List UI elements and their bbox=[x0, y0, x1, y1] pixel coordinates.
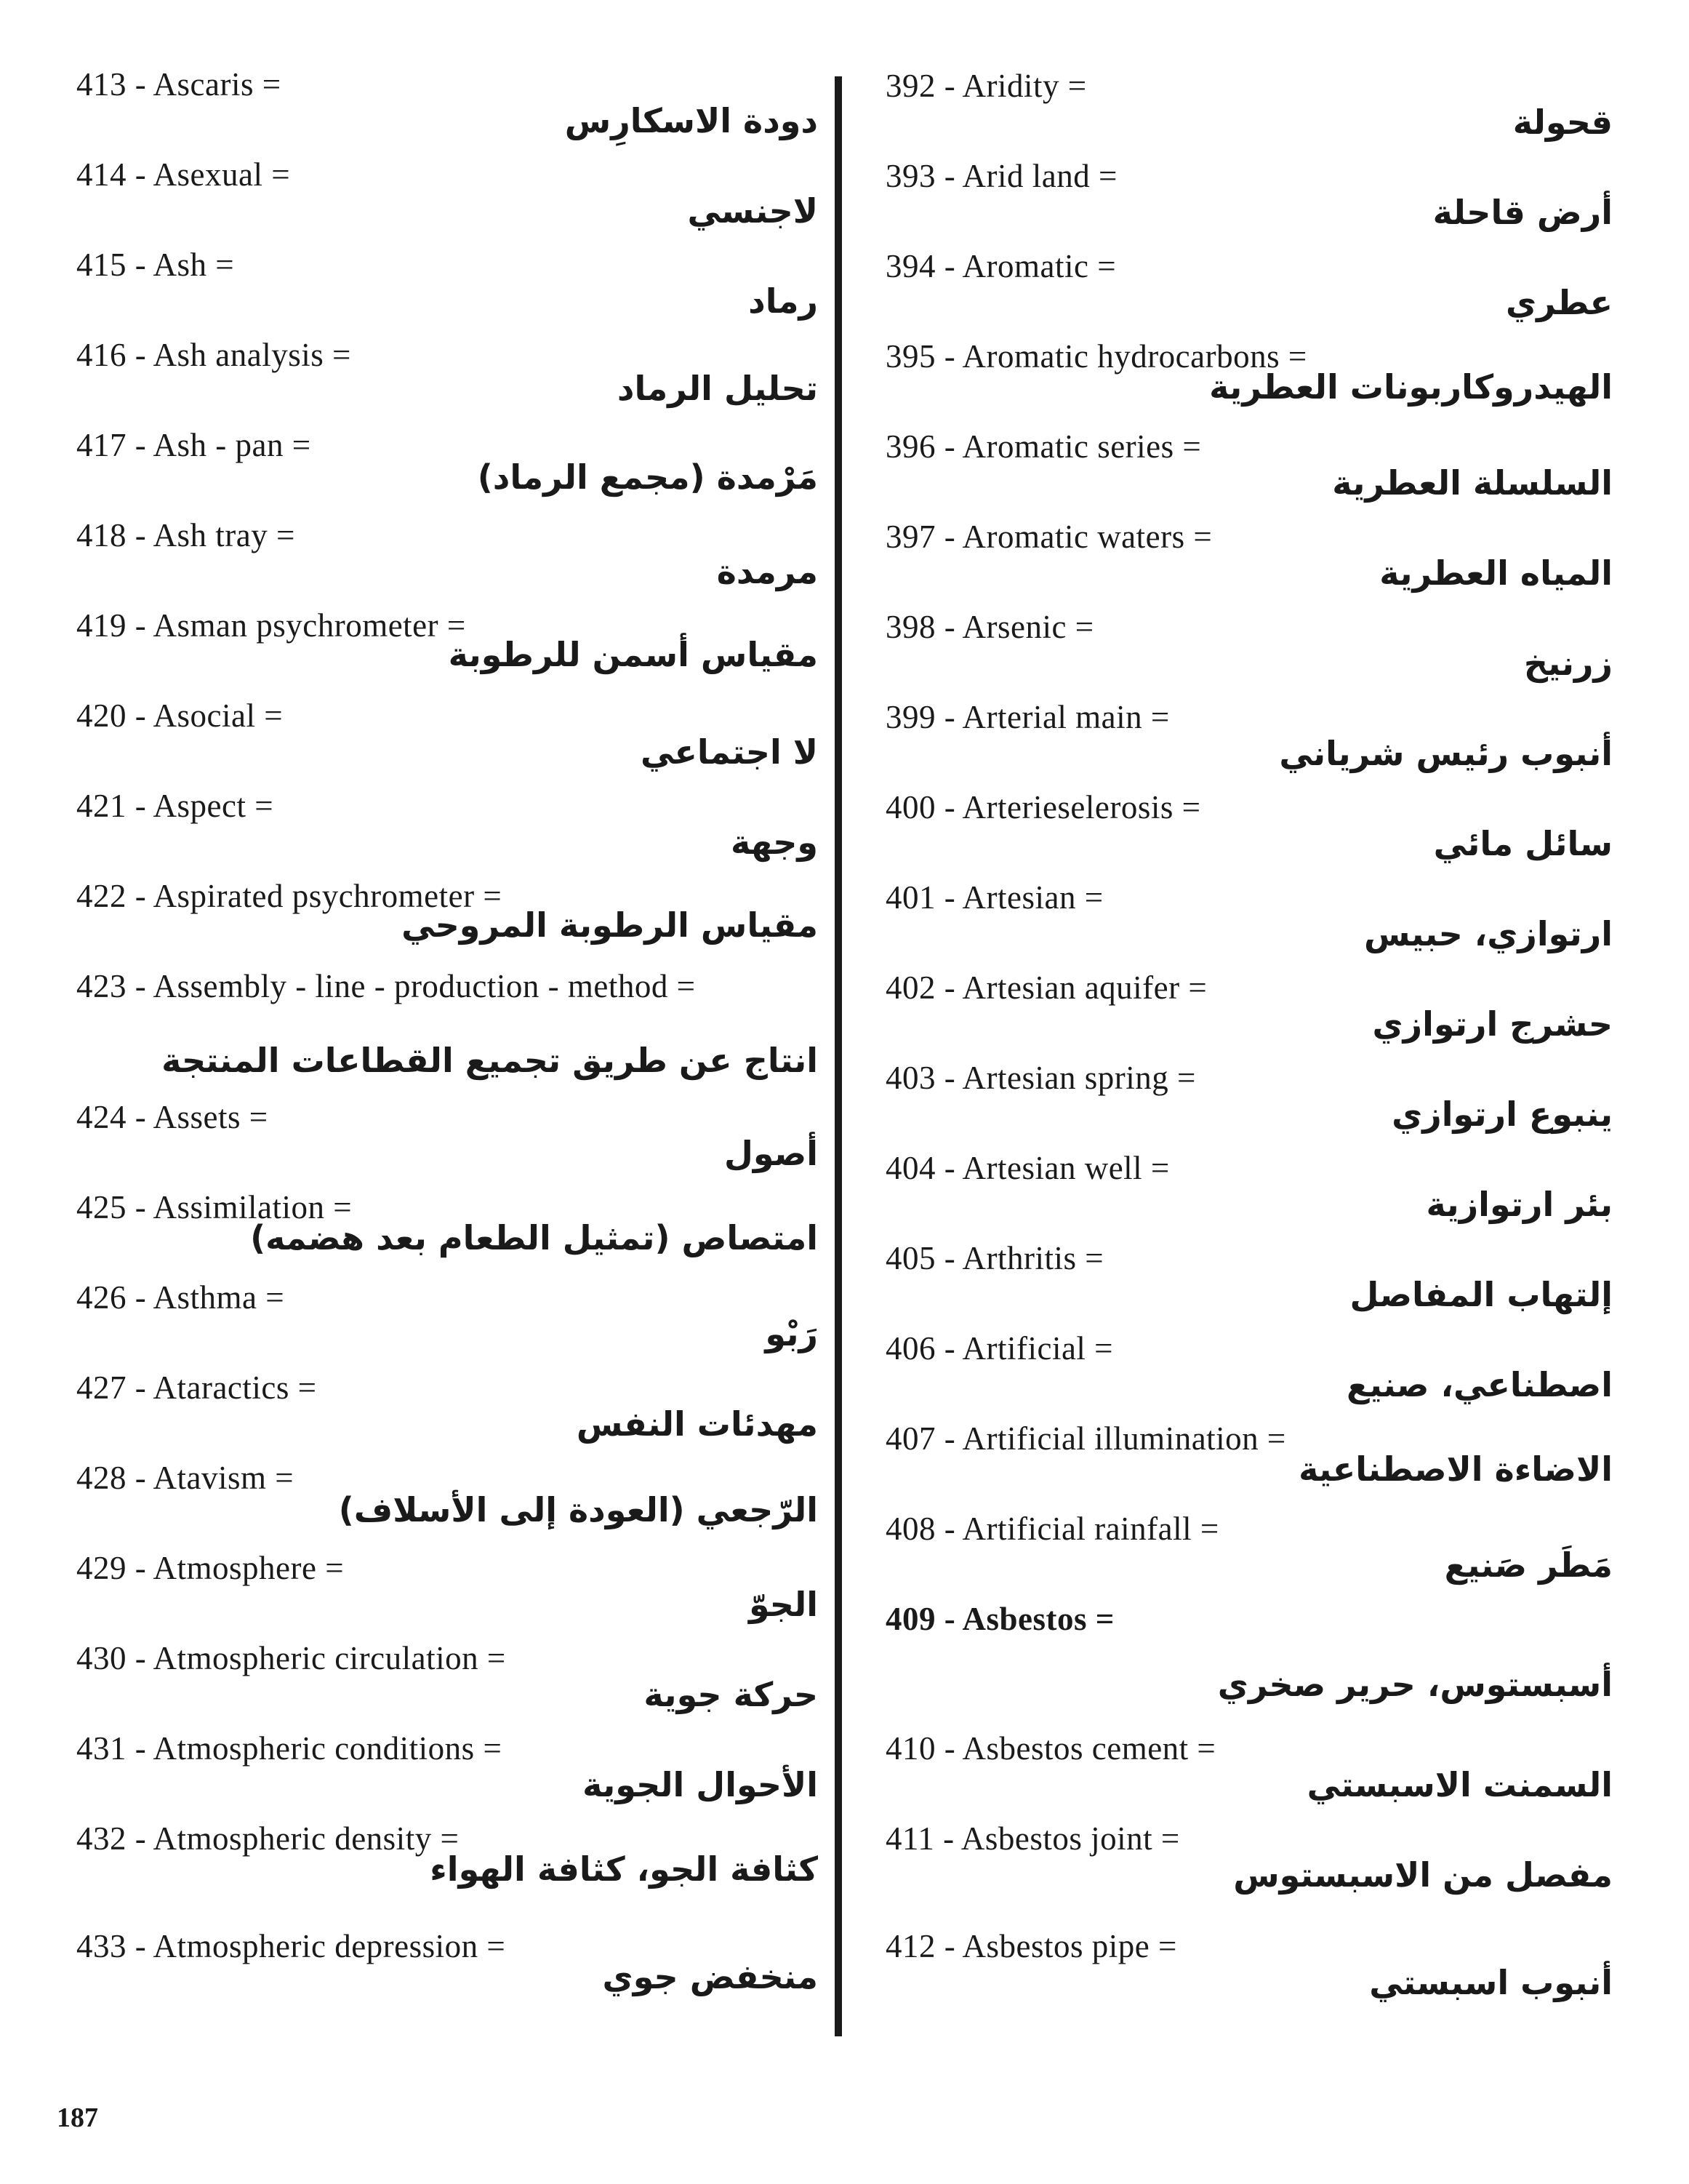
arabic-translation: حشرج ارتوازي bbox=[1372, 1004, 1613, 1044]
arabic-translation: مَرْمدة (مجمع الرماد) bbox=[477, 457, 818, 497]
arabic-translation: كثافة الجو، كثافة الهواء bbox=[430, 1849, 818, 1889]
arabic-translation: رَبْو bbox=[765, 1314, 818, 1353]
arabic-translation: الرّجعي (العودة إلى الأسلاف) bbox=[338, 1490, 818, 1529]
arabic-translation: مقياس أسمن للرطوبة bbox=[448, 635, 818, 674]
arabic-translation: الجوّ bbox=[748, 1585, 818, 1624]
english-term: 419 - Asman psychrometer = bbox=[76, 607, 466, 644]
arabic-translation: رماد bbox=[748, 281, 818, 321]
english-term: 426 - Asthma = bbox=[76, 1279, 285, 1316]
arabic-translation: وجهة bbox=[730, 823, 818, 862]
english-term: 417 - Ash - pan = bbox=[76, 427, 311, 463]
english-term: 410 - Asbestos cement = bbox=[886, 1730, 1216, 1767]
page-number: 187 bbox=[57, 2103, 98, 2133]
arabic-translation: إلتهاب المفاصل bbox=[1349, 1275, 1613, 1314]
arabic-translation: مهدئات النفس bbox=[576, 1404, 818, 1444]
column-divider bbox=[835, 76, 842, 2036]
arabic-translation: ينبوع ارتوازي bbox=[1392, 1095, 1613, 1134]
arabic-translation: أصول bbox=[724, 1134, 818, 1173]
arabic-translation: الهيدروكاربونات العطرية bbox=[1209, 367, 1613, 407]
english-term: 416 - Ash analysis = bbox=[76, 337, 351, 373]
arabic-translation: بئر ارتوازية bbox=[1426, 1185, 1613, 1224]
arabic-translation: أرض قاحلة bbox=[1432, 193, 1613, 232]
english-term: 422 - Aspirated psychrometer = bbox=[76, 878, 502, 914]
arabic-translation: أسبستوس، حرير صخري bbox=[1217, 1665, 1613, 1704]
english-term: 402 - Artesian aquifer = bbox=[886, 969, 1208, 1006]
arabic-translation: لا اجتماعي bbox=[640, 732, 818, 772]
arabic-translation: أنبوب رئيس شرياني bbox=[1279, 734, 1613, 773]
arabic-translation: الاضاءة الاصطناعية bbox=[1299, 1449, 1613, 1489]
arabic-translation: منخفض جوي bbox=[602, 1957, 818, 1996]
arabic-translation: السلسلة العطرية bbox=[1332, 463, 1613, 503]
arabic-translation: اصطناعي، صنيع bbox=[1347, 1365, 1613, 1404]
arabic-translation: تحليل الرماد bbox=[617, 369, 818, 408]
arabic-translation: امتصاص (تمثيل الطعام بعد هضمه) bbox=[250, 1218, 818, 1257]
arabic-translation: مفصل من الاسبستوس bbox=[1233, 1855, 1613, 1895]
english-term: 399 - Arterial main = bbox=[886, 699, 1170, 735]
arabic-translation: السمنت الاسبستي bbox=[1307, 1765, 1613, 1804]
arabic-translation: الأحوال الجوية bbox=[582, 1765, 818, 1804]
arabic-translation: عطري bbox=[1505, 283, 1613, 322]
arabic-translation: مَطَر صَنيع bbox=[1444, 1545, 1613, 1585]
english-term: 415 - Ash = bbox=[76, 247, 235, 283]
english-term: 400 - Arterieselerosis = bbox=[886, 789, 1201, 825]
english-term: 407 - Artificial illumination = bbox=[886, 1420, 1286, 1457]
arabic-translation: لاجنسي bbox=[687, 191, 818, 231]
english-term: 433 - Atmospheric depression = bbox=[76, 1928, 506, 1964]
english-term: 420 - Asocial = bbox=[76, 697, 284, 734]
english-term: 396 - Aromatic series = bbox=[886, 428, 1202, 465]
english-term: 432 - Atmospheric density = bbox=[76, 1820, 460, 1857]
english-term: 393 - Arid land = bbox=[886, 158, 1118, 194]
english-term: 425 - Assimilation = bbox=[76, 1189, 353, 1225]
arabic-translation: انتاج عن طريق تجميع القطاعات المنتجة bbox=[161, 1041, 818, 1080]
arabic-translation: زرنيخ bbox=[1523, 644, 1613, 683]
english-term: 392 - Aridity = bbox=[886, 68, 1087, 104]
english-term: 395 - Aromatic hydrocarbons = bbox=[886, 338, 1307, 375]
arabic-translation: قحولة bbox=[1512, 103, 1613, 142]
english-term: 406 - Artificial = bbox=[886, 1330, 1114, 1367]
english-term: 394 - Aromatic = bbox=[886, 248, 1117, 284]
english-term: 424 - Assets = bbox=[76, 1099, 268, 1135]
english-term: 397 - Aromatic waters = bbox=[886, 519, 1213, 555]
arabic-translation: دودة الاسكارِس bbox=[564, 101, 818, 140]
english-term: 413 - Ascaris = bbox=[76, 66, 281, 103]
arabic-translation: مقياس الرطوبة المروحي bbox=[401, 905, 818, 945]
arabic-translation: سائل مائي bbox=[1433, 824, 1613, 863]
english-term: 412 - Asbestos pipe = bbox=[886, 1928, 1177, 1964]
english-term: 421 - Aspect = bbox=[76, 788, 274, 824]
english-term: 431 - Atmospheric conditions = bbox=[76, 1730, 502, 1767]
arabic-translation: أنبوب اسبستي bbox=[1369, 1963, 1613, 2002]
english-term: 405 - Arthritis = bbox=[886, 1240, 1104, 1276]
english-term: 408 - Artificial rainfall = bbox=[886, 1511, 1219, 1547]
arabic-translation: المياه العطرية bbox=[1379, 553, 1613, 593]
english-term: 423 - Assembly - line - production - method = bbox=[76, 968, 696, 1004]
english-term: 411 - Asbestos joint = bbox=[886, 1820, 1180, 1857]
english-term: 427 - Ataractics = bbox=[76, 1369, 317, 1406]
english-term: 414 - Asexual = bbox=[76, 156, 291, 193]
arabic-translation: مرمدة bbox=[716, 552, 818, 591]
english-term: 403 - Artesian spring = bbox=[886, 1060, 1196, 1096]
english-term: 418 - Ash tray = bbox=[76, 517, 295, 553]
arabic-translation: ارتوازي، حبيس bbox=[1364, 914, 1613, 953]
english-term: 398 - Arsenic = bbox=[886, 609, 1094, 645]
english-term: 430 - Atmospheric circulation = bbox=[76, 1640, 506, 1676]
english-term: 401 - Artesian = bbox=[886, 879, 1104, 916]
english-term: 428 - Atavism = bbox=[76, 1460, 294, 1496]
english-term: 429 - Atmosphere = bbox=[76, 1550, 345, 1586]
arabic-translation: حركة جوية bbox=[643, 1675, 818, 1714]
english-term: 409 - Asbestos = bbox=[886, 1601, 1115, 1637]
english-term: 404 - Artesian well = bbox=[886, 1150, 1170, 1186]
